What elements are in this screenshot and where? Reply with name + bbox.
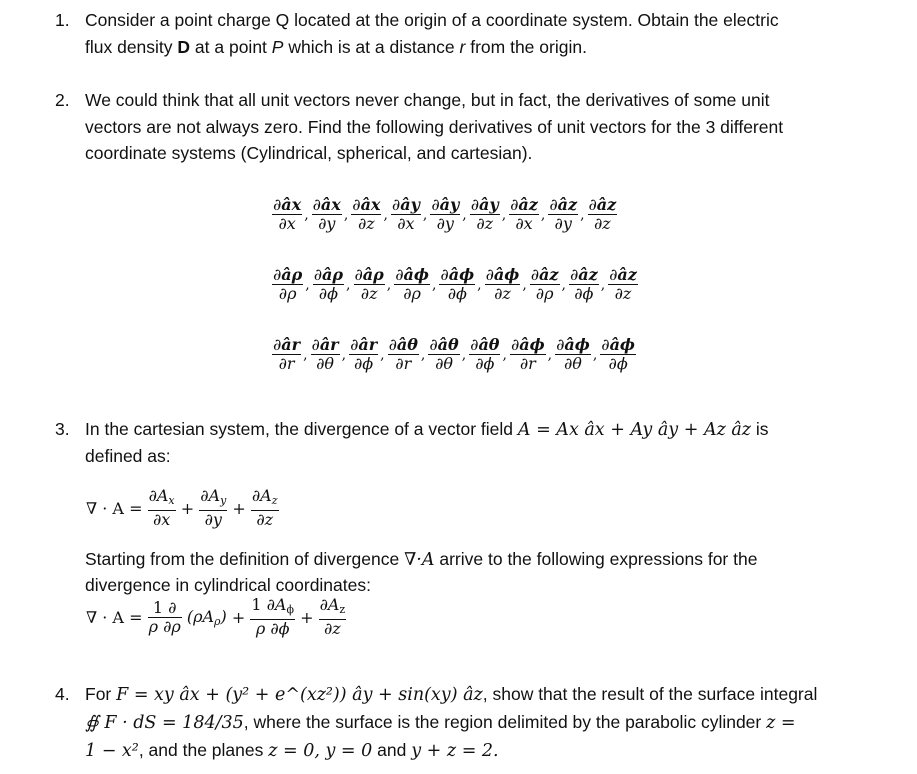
item-2-line-2: vectors are not always zero. Find the following derivatives of unit vectors for the 3 different	[85, 117, 784, 137]
item-1-number: 1.	[55, 10, 70, 30]
item-3-number: 3.	[55, 419, 70, 439]
cartesian-derivatives	[272, 196, 617, 236]
comma: ,	[431, 276, 437, 293]
derivative-cartesian-3: $\frac{\partial âx}{\partial z}$	[352, 195, 381, 233]
item-3-line-4: divergence in cylindrical coordinates:	[85, 575, 371, 595]
comma: ,	[461, 346, 467, 363]
comma: ,	[522, 276, 527, 293]
comma: ,	[386, 276, 392, 293]
derivative-cartesian-2: $\frac{\partial âx}{\partial y}$	[312, 195, 341, 233]
derivative-spherical-2: $\frac{\partial âr}{\partial\theta}$	[311, 335, 339, 373]
item-4-line-1: For F = xy âx + (y² + e^(xz²)) ây + sin(xy) âz, show that the result of the surface integral	[85, 684, 818, 705]
comma: ,	[540, 206, 546, 223]
item-3-line-2: defined as:	[85, 446, 171, 466]
derivative-spherical-1: $\frac{\partial âr}{\partial r}$	[273, 335, 301, 373]
item-2-number: 2.	[55, 90, 70, 110]
derivative-cylindrical-8: $\frac{\partial âz}{\partial\phi}$	[569, 265, 598, 303]
comma: ,	[303, 346, 308, 363]
comma: ,	[380, 346, 385, 363]
spherical-derivatives	[272, 336, 636, 376]
derivative-cylindrical-5: $\frac{\partial â\phi}{\partial\phi}$	[440, 265, 475, 303]
derivative-cartesian-1: $\frac{\partial âx}{\partial x}$	[273, 195, 302, 233]
comma: ,	[341, 346, 347, 363]
derivative-spherical-3: $\frac{\partial âr}{\partial\phi}$	[350, 335, 378, 373]
derivative-cartesian-4: $\frac{\partial ây}{\partial x}$	[391, 195, 420, 233]
comma: ,	[580, 206, 585, 223]
derivative-spherical-5: $\frac{\partial â\theta}{\partial\theta}$	[429, 335, 459, 373]
item-3-line-1: In the cartesian system, the divergence of a vector field A = Ax âx + Ay ây + Az âz is	[85, 419, 769, 440]
comma: ,	[501, 206, 507, 223]
comma: ,	[477, 276, 482, 293]
derivative-cartesian-8: $\frac{\partial âz}{\partial y}$	[549, 195, 578, 233]
derivative-cylindrical-7: $\frac{\partial âz}{\partial\rho}$	[530, 265, 559, 303]
derivative-cylindrical-1: $\frac{\partial â\rho}{\partial\rho}$	[273, 265, 303, 303]
item-1-line-1: Consider a point charge Q located at the origin of a coordinate system. Obtain the electric	[85, 10, 779, 30]
comma: ,	[343, 206, 349, 223]
derivative-cylindrical-3: $\frac{\partial â\rho}{\partial z}$	[354, 265, 384, 303]
item-4-line-3: 1 − x², and the planes z = 0, y = 0 and y + z = 2.	[85, 740, 499, 761]
comma: ,	[420, 346, 426, 363]
derivative-cartesian-5: $\frac{\partial ây}{\partial y}$	[431, 195, 460, 233]
comma: ,	[346, 276, 351, 293]
comma: ,	[383, 206, 388, 223]
derivative-spherical-9: $\frac{\partial â\phi}{\partial\phi}$	[601, 335, 635, 373]
derivative-cylindrical-4: $\frac{\partial â\phi}{\partial\rho}$	[395, 265, 429, 303]
cylindrical-divergence-formula: ∇ · A = $\frac{1 \partial}{\rho \partial\rho}$ $(\rho A_\rho)$ + $\frac{1 \partial A_\phi}{\rho \partial\phi}$ + $\frac{\partial A_z}{\partial z}$	[86, 595, 346, 638]
item-3-line-3: Starting from the definition of divergence ∇·A arrive to the following expressions for the	[85, 549, 758, 570]
derivative-spherical-4: $\frac{\partial â\theta}{\partial r}$	[388, 335, 418, 373]
derivative-spherical-7: $\frac{\partial â\phi}{\partial r}$	[510, 335, 545, 373]
derivative-spherical-8: $\frac{\partial â\phi}{\partial\theta}$	[556, 335, 590, 373]
item-2-line-1: We could think that all unit vectors never change, but in fact, the derivatives of some unit	[85, 90, 770, 110]
cylindrical-derivatives	[272, 266, 638, 306]
item-1-line-2: flux density D at a point P which is at a distance r from the origin.	[85, 37, 587, 57]
derivative-cylindrical-9: $\frac{\partial âz}{\partial z}$	[609, 265, 637, 303]
derivative-cylindrical-2: $\frac{\partial â\rho}{\partial\phi}$	[313, 265, 344, 303]
derivative-cartesian-9: $\frac{\partial âz}{\partial z}$	[588, 195, 617, 233]
item-4-number: 4.	[55, 684, 70, 704]
cartesian-divergence-formula: ∇ · A = $\frac{\partial A_x}{\partial x}$ + $\frac{\partial A_y}{\partial y}$ + $\frac{\partial A_z}{\partial z}$	[86, 486, 278, 529]
item-4-line-2: ∯ F · dS = 184/35, where the surface is the region delimited by the parabolic cylinder z =	[85, 712, 796, 733]
item-2-line-3: coordinate systems (Cylindrical, spherical, and cartesian).	[85, 143, 533, 163]
derivative-cartesian-6: $\frac{\partial ây}{\partial z}$	[470, 195, 499, 233]
derivative-cylindrical-6: $\frac{\partial â\phi}{\partial z}$	[485, 265, 520, 303]
derivative-spherical-6: $\frac{\partial â\theta}{\partial\phi}$	[470, 335, 500, 373]
comma: ,	[561, 276, 566, 293]
comma: ,	[422, 206, 428, 223]
comma: ,	[600, 276, 606, 293]
comma: ,	[304, 206, 309, 223]
comma: ,	[547, 346, 553, 363]
comma: ,	[592, 346, 598, 363]
comma: ,	[305, 276, 310, 293]
comma: ,	[502, 346, 507, 363]
derivative-cartesian-7: $\frac{\partial âz}{\partial x}$	[510, 195, 538, 233]
comma: ,	[462, 206, 467, 223]
